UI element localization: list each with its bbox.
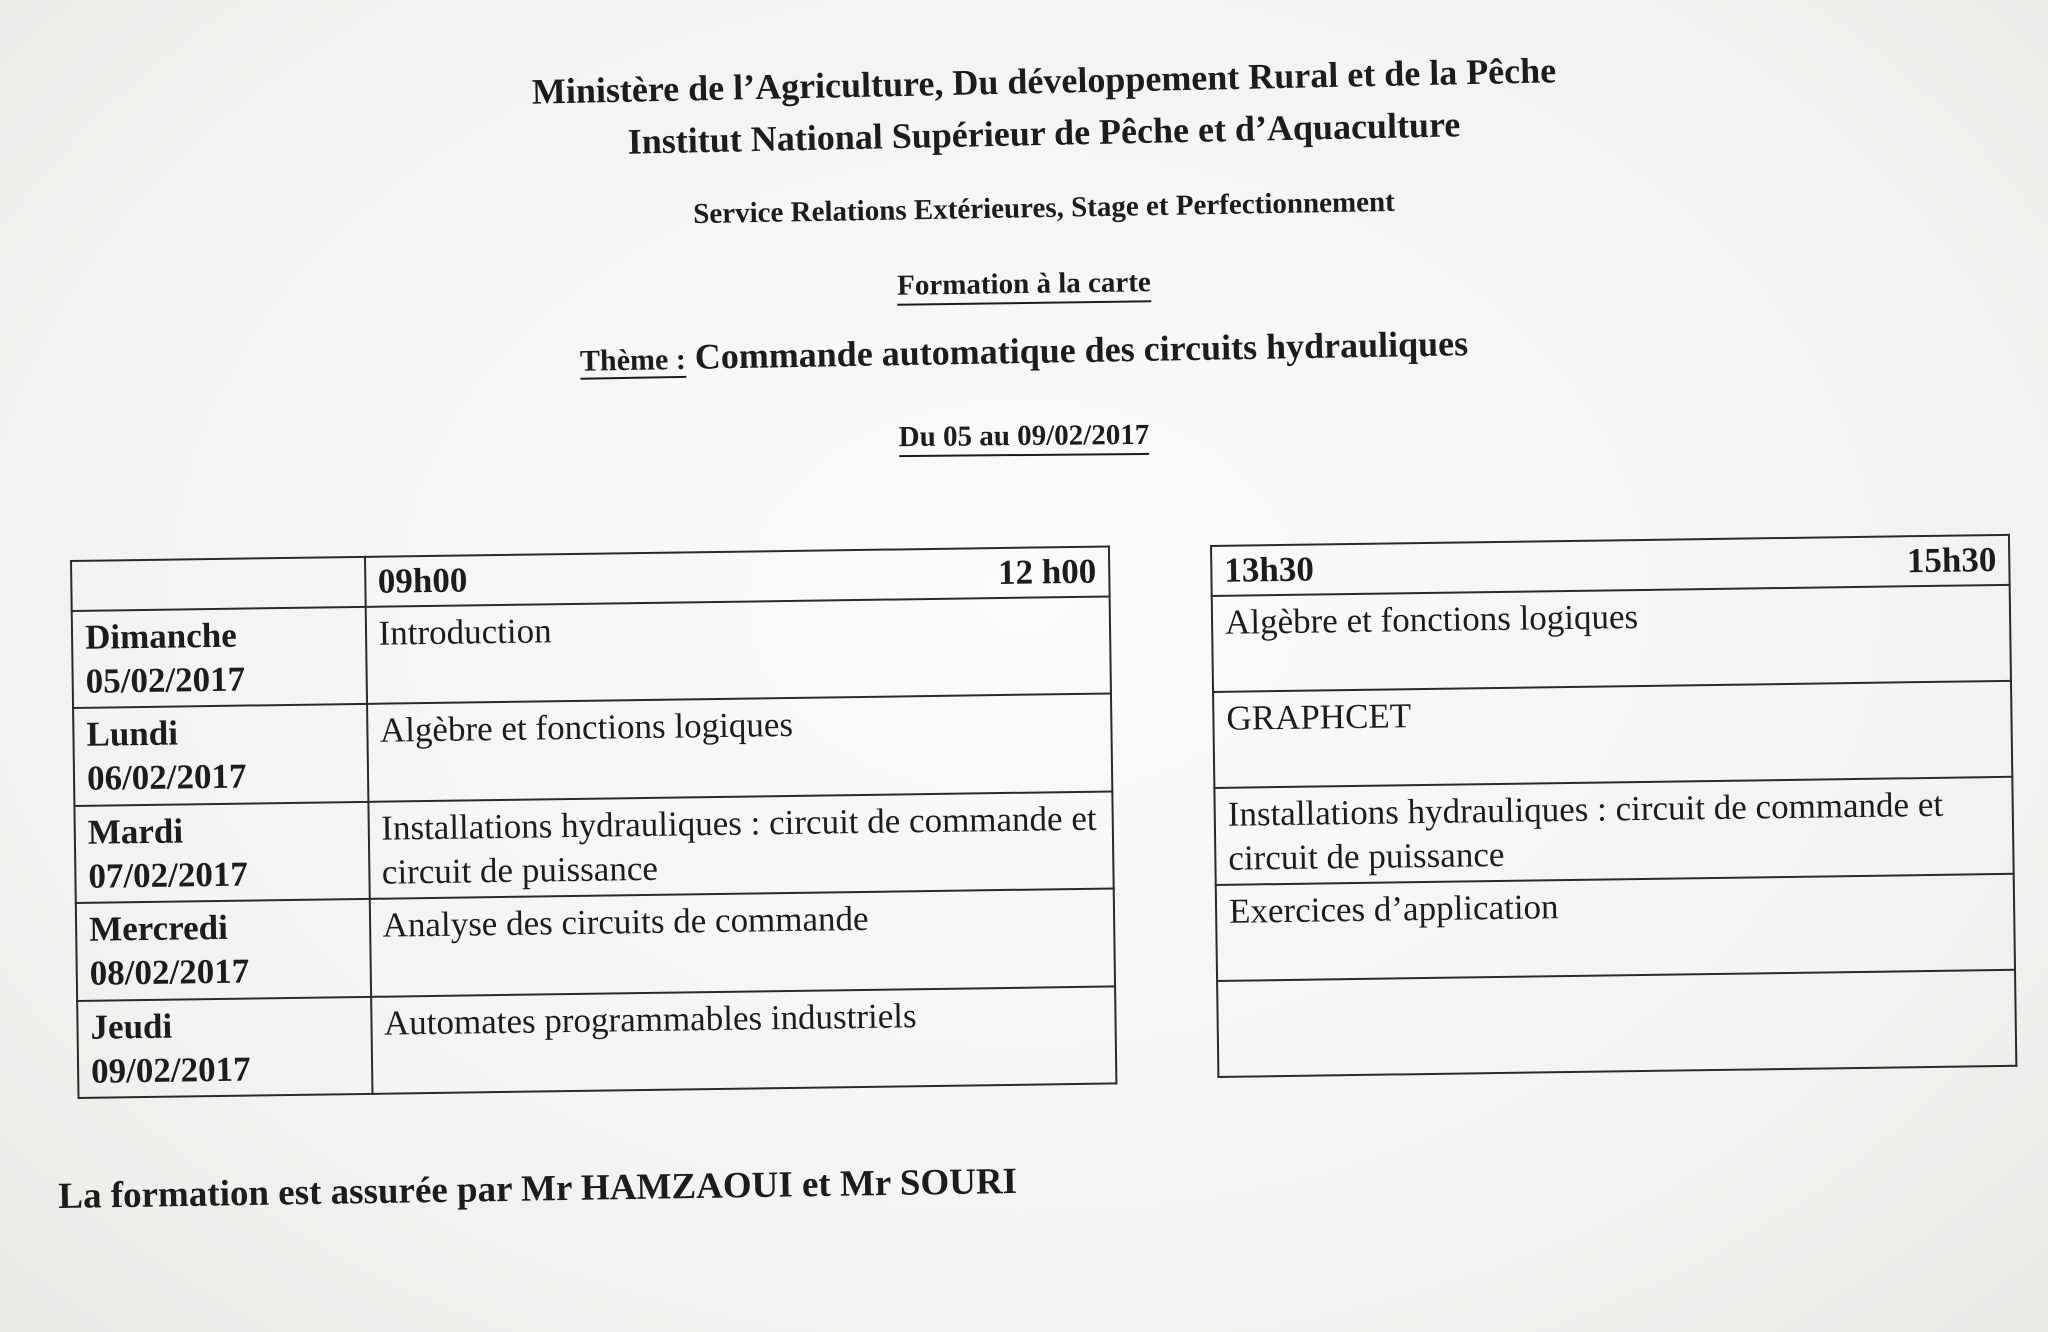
day-date: 07/02/2017 [88, 854, 249, 896]
day-cell [73, 704, 368, 806]
trainers-note: La formation est assurée par Mr HAMZAOUI et Mr SOURI [58, 1160, 1018, 1217]
service-heading: Service Relations Extérieures, Stage et Perfectionnement [692, 185, 1396, 231]
morning-activity: Algèbre et fonctions logiques [367, 694, 1113, 802]
day-name: Dimanche [84, 615, 237, 657]
morning-start-time: 09h00 [377, 560, 468, 601]
afternoon-activity: Installations hydrauliques : circuit de commande et circuit de puissance [1214, 777, 2013, 886]
dates-range: Du 05 au 09/02/2017 [899, 419, 1150, 457]
day-cell [76, 899, 371, 1001]
table-row [72, 596, 1111, 708]
table-row [77, 986, 1116, 1098]
morning-activity: Automates programmables industriels [371, 986, 1117, 1094]
theme-heading [0, 312, 2048, 390]
table-row [74, 791, 1113, 903]
table-row [1213, 681, 2012, 788]
day-cell [74, 802, 369, 904]
table-row [76, 889, 1115, 1001]
morning-schedule-table [70, 545, 1117, 1099]
day-date: 08/02/2017 [89, 951, 250, 993]
afternoon-start-time: 13h30 [1224, 549, 1315, 590]
day-name: Lundi [86, 713, 179, 755]
day-cell [72, 607, 367, 709]
afternoon-activity: Exercices d’application [1216, 874, 2015, 981]
day-date: 06/02/2017 [86, 756, 247, 798]
institute-heading: Institut National Supérieur de Pêche et d’Aquaculture [627, 104, 1461, 162]
table-row [1217, 970, 2016, 1077]
day-name: Mardi [87, 811, 184, 852]
day-cell [77, 997, 372, 1099]
theme-value: Commande automatique des circuits hydrauliques [685, 323, 1469, 377]
table-row [1212, 585, 2011, 692]
table-row [1216, 874, 2015, 981]
empty-corner-cell [71, 557, 365, 611]
morning-activity: Analyse des circuits de commande [369, 889, 1115, 997]
table-row [73, 694, 1112, 806]
theme-label: Thème : [579, 342, 687, 378]
formation-heading [0, 254, 2048, 316]
day-name: Jeudi [90, 1006, 173, 1047]
afternoon-schedule-table [1210, 534, 2017, 1078]
day-date: 05/02/2017 [85, 659, 246, 701]
morning-activity: Introduction [365, 596, 1111, 704]
day-name: Mercredi [88, 908, 229, 950]
morning-activity: Installations hydrauliques : circuit de commande et circuit de puissance [368, 791, 1114, 899]
morning-end-time: 12 h00 [997, 551, 1097, 593]
dates-heading [0, 411, 2048, 462]
formation-title: Formation à la carte [897, 266, 1151, 306]
afternoon-activity [1217, 970, 2016, 1077]
ministry-heading: Ministère de l’Agriculture, Du développement Rural et de la Pêche [531, 50, 1557, 112]
table-row [1214, 777, 2013, 886]
afternoon-activity: GRAPHCET [1213, 681, 2012, 788]
afternoon-end-time: 15h30 [1906, 540, 1997, 581]
day-date: 09/02/2017 [90, 1049, 251, 1091]
afternoon-activity: Algèbre et fonctions logiques [1212, 585, 2011, 692]
